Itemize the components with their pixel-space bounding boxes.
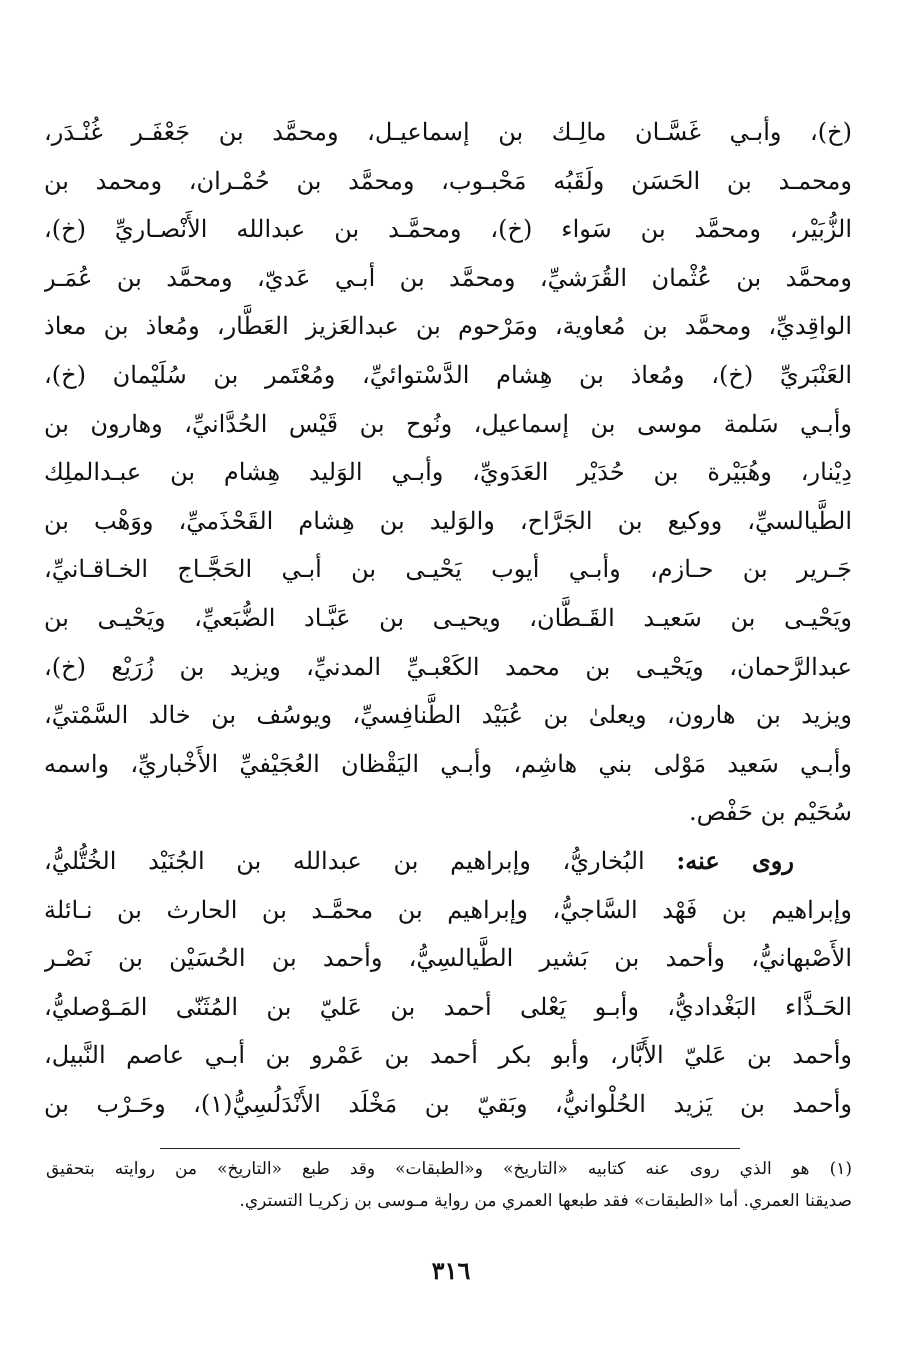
text-line: ويزيد بن هارون، ويعلىٰ بن عُبَيْد الطَّنافِسيِّ، ويوسُف بن خالد السَّمْتيِّ، [44, 701, 852, 730]
page-number: ٣١٦ [431, 1256, 471, 1285]
text-line: ويَحْيـى بن سَعيـد القَـطَّان، ويحيـى بن عَبَّـاد الضُّبَعيِّ، ويَحْيـى بن [44, 603, 852, 632]
footnotes [46, 1153, 852, 1217]
riwaya-first-line [44, 837, 852, 886]
text-line: ومحمَّد بن عُثْمان القُرَشيِّ، ومحمَّد بن أبـي عَديّ، ومحمَّد بن عُمَـر [44, 263, 852, 292]
footnote-divider [160, 1148, 740, 1149]
text-line: وأبـي سَلمة موسى بن إسماعيل، ونُوح بن قَيْس الحُدَّانيِّ، وهارون بن [44, 409, 852, 438]
footnote-line: صديقنا العمري. أما «الطبقات» فقد طبعها العمري من رواية مـوسى بن زكريـا التستري. [239, 1191, 852, 1211]
text-line: الزُّبَيْر، ومحمَّد بن سَواء (خ)، ومحمَّـد بن عبدالله الأَنْصـاريِّ (خ)، [44, 215, 852, 244]
riwaya-heading: روى عنه: [676, 845, 794, 875]
text-line: سُحَيْم بن حَفْص. [688, 798, 852, 827]
text-line: (خ)، وأبـي غَسَّـان مالِـك بن إسماعيـل، ومحمَّد بن جَعْفَـر غُنْـدَر، [44, 118, 852, 146]
text-line: الطَّيالسيِّ، ووكيع بن الجَرَّاح، والوَليد بن هِشام القَحْذَميِّ، ووَهْب بن [44, 506, 852, 535]
text-line: الواقِديِّ، ومحمَّد بن مُعاوية، ومَرْحوم بن عبدالعَزيز العَطَّار، ومُعاذ بن معاذ [44, 312, 852, 341]
text-line: ومحمـد بن الحَسَن ولَقَبُه مَحْبـوب، ومحمَّد بن حُمْـران، ومحمد بن [44, 166, 852, 195]
text-line: جَـرير بن حـازم، وأبـي أيوب يَحْيـى بن أبـي الحَجَّـاج الخـاقـانيِّ، [44, 555, 852, 584]
text-line: وأبـي سَعيد مَوْلى بني هاشِم، وأبـي اليَقْظان العُجَيْفيِّ الأَخْباريِّ، واسمه [44, 749, 852, 778]
text-line: الحَـذَّاء البَغْداديُّ، وأبـو يَعْلى أحمد بن عَليّ بن المُثَنّى المَـوْصليُّ، [44, 992, 852, 1021]
riwaya-text: البُخاريُّ، وإبراهيم بن عبدالله بن الجُنَيْد الخُتُّليُّ، [44, 846, 645, 875]
text-line: وأحمد بن يَزيد الحُلْوانيُّ، وبَقيّ بن مَخْلَد الأَنْدَلُسِيُّ(١)، وحَـرْب بن [44, 1089, 852, 1118]
text-line: الأَصْبهانيُّ، وأحمد بن بَشير الطَّيالسِيُّ، وأحمد بن الحُسَيْن بن نَصْـر [44, 944, 852, 973]
text-line: دِيْنار، وهُبَيْرة بن حُدَيْر العَدَويِّ، وأبـي الوَليد هِشام بن عبـدالملِك [44, 458, 852, 487]
main-text [44, 108, 852, 1128]
text-line: العَنْبَريِّ (خ)، ومُعاذ بن هِشام الدَّسْتوائيِّ، ومُعْتَمر بن سُلَيْمان (خ)، [44, 360, 852, 389]
text-line: وأحمد بن عَليّ الأَبَّار، وأبو بكر أحمد بن عَمْرو بن أبـي عاصم النَّبيل، [44, 1041, 852, 1070]
footnote-line: (١) هو الذي روى عنه كتابيه «التاريخ» و«الطبقات» وقد طبع «التاريخ» من روايته بتحقيق [46, 1159, 852, 1179]
text-line: وإبراهيم بن فَهْد السَّاجيُّ، وإبراهيم بن محمَّـد بن الحارث بن نـائلة [44, 895, 852, 924]
text-line: عبدالرَّحمان، ويَحْيـى بن محمد الكَعْبـيِّ المدنيِّ، ويزيد بن زُرَيْع (خ)، [44, 652, 852, 681]
